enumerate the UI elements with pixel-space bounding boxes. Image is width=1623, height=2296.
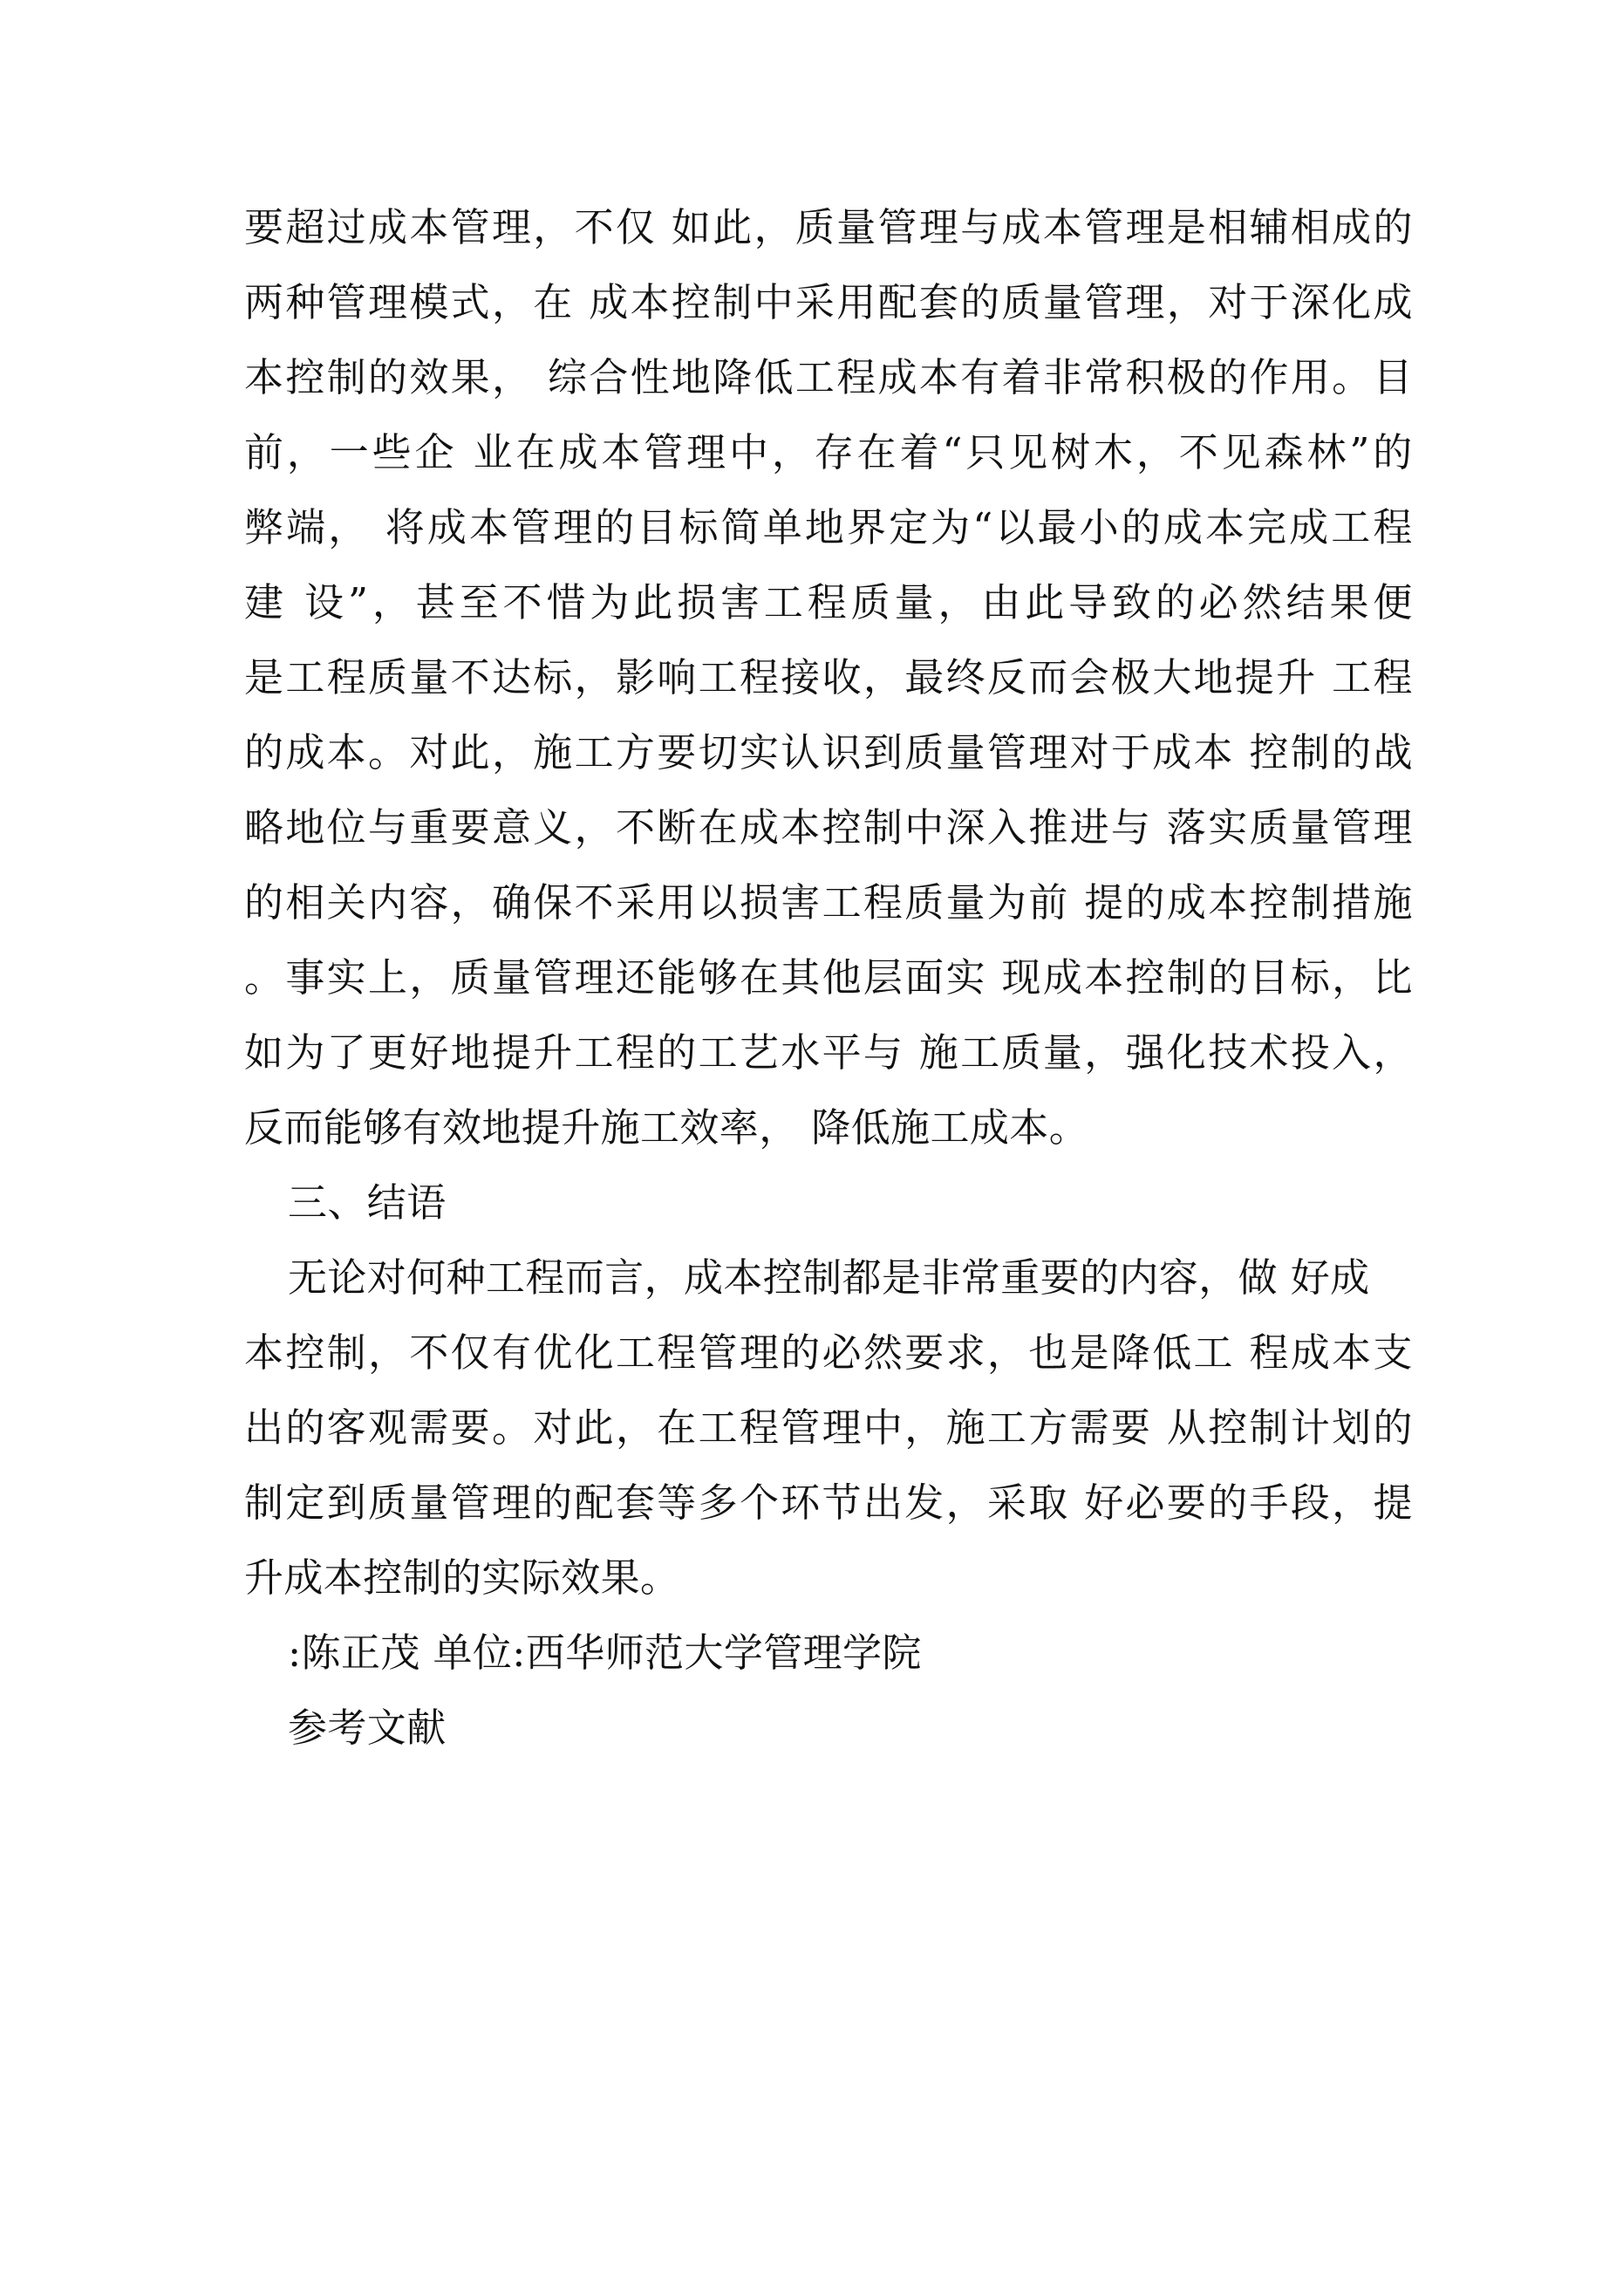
body-line: 是 工 程 质 量 不 达 标 ， 影 响 工 程 接 收 ， 最 终 反 而 会 极 大 地 提 升 工 程 (244, 654, 1413, 700)
conclusion-line: 制 定 到 质 量 管 理 的 配 套 等 多 个 环 节 出 发 ， 采 取 好 必 要 的 手 段 ， 提 (244, 1479, 1413, 1526)
conclusion-line: 升成本控制的实际效果。 (244, 1555, 680, 1601)
body-line: 两 种 管 理 模 式 ， 在 成 本 控 制 中 采 用 配 套 的 质 量 管 理 ， 对 于 深 化 成 (244, 279, 1413, 325)
conclusion-line: 无论对何种工程而言，成本控制都是非常重要的内容，做 好成 (288, 1254, 1370, 1301)
body-line: 前 ， 一 些 企 业 在 成 本 管 理 中 ， 存 在 着 “ 只 见 树 木 ， 不 见 森 林 ” 的 (244, 429, 1413, 475)
references-heading: 参考文献 (288, 1705, 447, 1751)
body-line: 本 控 制 的 效 果 ， 综 合 性 地 降 低 工 程 成 本 有 着 非 常 积 极 的 作 用 。 目 (244, 354, 1413, 400)
body-line: 。 事 实 上 ， 质 量 管 理 还 能 够 在 其 他 层 面 实 现 成 本 控 制 的 目 标 ， 比 (244, 954, 1413, 1001)
section-heading: 三、结语 (288, 1179, 447, 1226)
body-line: 建 设 ” ， 甚 至 不 惜 为 此 损 害 工 程 质 量 ， 由 此 导 致 的 必 然 结 果 便 (244, 579, 1413, 625)
body-line: 略 地 位 与 重 要 意 义 ， 不 断 在 成 本 控 制 中 深 入 推 进 与 落 实 质 量 管 理 (244, 804, 1413, 851)
body-line: 反而能够有效地提升施工效率， 降低施工成本。 (244, 1104, 1089, 1151)
body-line: 弊 端 ， 将 成 本 管 理 的 目 标 简 单 地 界 定 为 “ 以 最 小 的 成 本 完 成 工 程 (244, 504, 1413, 550)
body-line: 的 成 本 。 对 此 ， 施 工 方 要 切 实 认 识 到 质 量 管 理 对 于 成 本 控 制 的 战 (244, 729, 1413, 776)
conclusion-line: 出 的 客 观 需 要 。 对 此 ， 在 工 程 管 理 中 ， 施 工 方 需 要 从 控 制 计 划 的 (244, 1404, 1413, 1451)
conclusion-line: 本 控 制 ， 不 仅 有 优 化 工 程 管 理 的 必 然 要 求 ， 也 是 降 低 工 程 成 本 支 (244, 1329, 1413, 1376)
body-line: 要 超 过 成 本 管 理 ， 不 仅 如 此 ， 质 量 管 理 与 成 本 管 理 是 相 辅 相 成 的 (244, 204, 1413, 250)
body-line: 的 相 关 内 容 ， 确 保 不 采 用 以 损 害 工 程 质 量 为 前 提 的 成 本 控 制 措 施 (244, 879, 1413, 926)
body-line: 如 为 了 更 好 地 提 升 工 程 的 工 艺 水 平 与 施 工 质 量 ， 强 化 技 术 投 入 ， (244, 1029, 1413, 1076)
author-line: :陈正茂 单位:西华师范大学管理学院 (288, 1630, 922, 1676)
